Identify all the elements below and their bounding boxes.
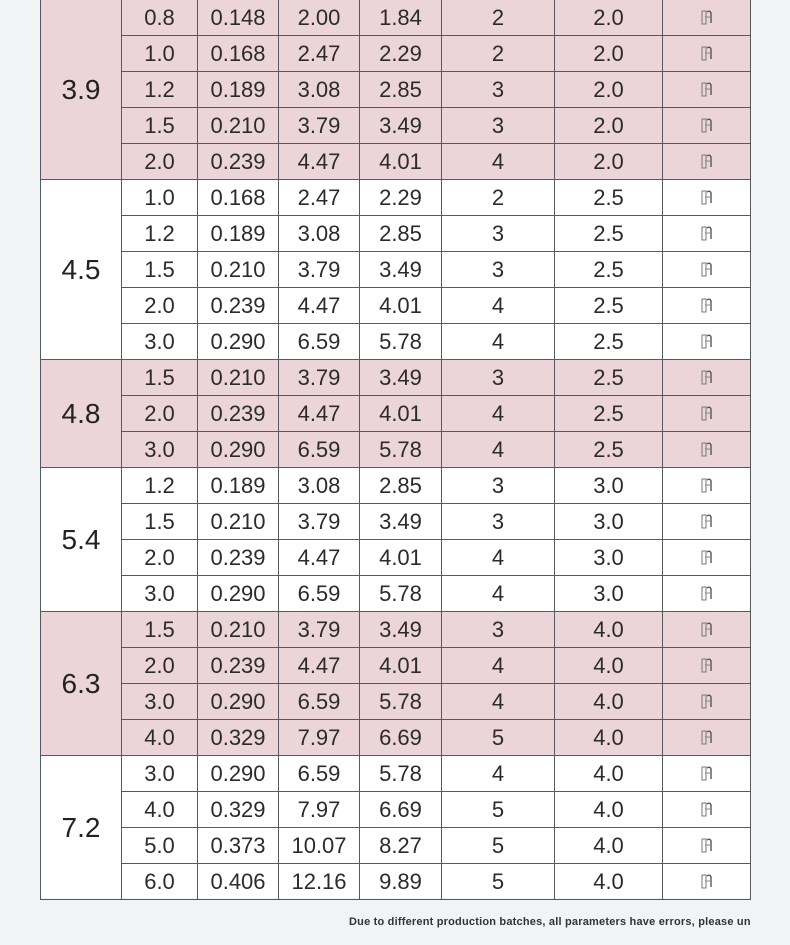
rivet-image-cell bbox=[663, 324, 751, 360]
table-row bbox=[41, 324, 751, 360]
rivet-image-cell bbox=[663, 180, 751, 216]
diameter-cell: 6.3 bbox=[41, 612, 122, 756]
value-cell: 1.84 bbox=[360, 0, 442, 36]
value-cell: 1.5 bbox=[122, 108, 198, 144]
value-cell: 3.0 bbox=[122, 324, 198, 360]
value-cell: 0.290 bbox=[198, 324, 279, 360]
value-cell: 6.59 bbox=[279, 684, 360, 720]
value-cell: 4 bbox=[442, 396, 555, 432]
value-cell: 5.78 bbox=[360, 756, 442, 792]
value-cell: 2.85 bbox=[360, 468, 442, 504]
rivet-glyph-icon bbox=[701, 333, 713, 349]
rivet-image-cell bbox=[663, 468, 751, 504]
rivet-image-cell bbox=[663, 216, 751, 252]
value-cell: 5 bbox=[442, 864, 555, 900]
value-cell: 6.69 bbox=[360, 720, 442, 756]
value-cell: 4.0 bbox=[555, 828, 663, 864]
value-cell: 0.239 bbox=[198, 396, 279, 432]
value-cell: 3.0 bbox=[555, 576, 663, 612]
value-cell: 3.79 bbox=[279, 360, 360, 396]
value-cell: 9.89 bbox=[360, 864, 442, 900]
value-cell: 2.0 bbox=[122, 288, 198, 324]
value-cell: 0.290 bbox=[198, 756, 279, 792]
table-row bbox=[41, 36, 751, 72]
rivet-glyph-icon bbox=[701, 189, 713, 205]
value-cell: 4.0 bbox=[555, 864, 663, 900]
value-cell: 0.189 bbox=[198, 468, 279, 504]
value-cell: 4.0 bbox=[122, 792, 198, 828]
rivet-glyph-icon bbox=[701, 549, 713, 565]
value-cell: 3.49 bbox=[360, 108, 442, 144]
value-cell: 0.329 bbox=[198, 720, 279, 756]
value-cell: 0.189 bbox=[198, 216, 279, 252]
rivet-image-cell bbox=[663, 360, 751, 396]
value-cell: 2.0 bbox=[122, 144, 198, 180]
value-cell: 4.47 bbox=[279, 648, 360, 684]
value-cell: 4.0 bbox=[555, 648, 663, 684]
rivet-glyph-icon bbox=[701, 621, 713, 637]
rivet-image-cell bbox=[663, 828, 751, 864]
rivet-glyph-icon bbox=[701, 873, 713, 889]
value-cell: 5.78 bbox=[360, 684, 442, 720]
value-cell: 10.07 bbox=[279, 828, 360, 864]
diameter-cell: 4.8 bbox=[41, 360, 122, 468]
value-cell: 1.2 bbox=[122, 468, 198, 504]
spec-table-body bbox=[41, 0, 751, 900]
value-cell: 2.5 bbox=[555, 180, 663, 216]
value-cell: 4.01 bbox=[360, 144, 442, 180]
value-cell: 2.0 bbox=[555, 108, 663, 144]
value-cell: 5.0 bbox=[122, 828, 198, 864]
rivet-image-cell bbox=[663, 108, 751, 144]
rivet-glyph-icon bbox=[701, 9, 713, 25]
rivet-glyph-icon bbox=[701, 837, 713, 853]
value-cell: 8.27 bbox=[360, 828, 442, 864]
value-cell: 6.69 bbox=[360, 792, 442, 828]
value-cell: 3.79 bbox=[279, 612, 360, 648]
value-cell: 3.0 bbox=[555, 540, 663, 576]
rivet-glyph-icon bbox=[701, 225, 713, 241]
rivet-image-cell bbox=[663, 792, 751, 828]
value-cell: 2.0 bbox=[555, 36, 663, 72]
value-cell: 4 bbox=[442, 756, 555, 792]
value-cell: 0.239 bbox=[198, 144, 279, 180]
table-row bbox=[41, 576, 751, 612]
value-cell: 2.0 bbox=[555, 144, 663, 180]
value-cell: 3.0 bbox=[122, 432, 198, 468]
value-cell: 0.210 bbox=[198, 252, 279, 288]
rivet-image-cell bbox=[663, 0, 751, 36]
value-cell: 4 bbox=[442, 432, 555, 468]
rivet-image-cell bbox=[663, 36, 751, 72]
value-cell: 0.168 bbox=[198, 36, 279, 72]
value-cell: 4 bbox=[442, 648, 555, 684]
value-cell: 0.329 bbox=[198, 792, 279, 828]
value-cell: 3.49 bbox=[360, 360, 442, 396]
value-cell: 4.0 bbox=[122, 720, 198, 756]
rivet-image-cell bbox=[663, 612, 751, 648]
value-cell: 3.79 bbox=[279, 108, 360, 144]
value-cell: 3 bbox=[442, 504, 555, 540]
value-cell: 3 bbox=[442, 108, 555, 144]
rivet-glyph-icon bbox=[701, 657, 713, 673]
rivet-glyph-icon bbox=[701, 441, 713, 457]
diameter-cell: 7.2 bbox=[41, 756, 122, 900]
rivet-glyph-icon bbox=[701, 513, 713, 529]
value-cell: 1.2 bbox=[122, 72, 198, 108]
value-cell: 6.59 bbox=[279, 432, 360, 468]
rivet-image-cell bbox=[663, 288, 751, 324]
value-cell: 1.0 bbox=[122, 180, 198, 216]
diameter-cell: 5.4 bbox=[41, 468, 122, 612]
value-cell: 6.59 bbox=[279, 576, 360, 612]
value-cell: 4.47 bbox=[279, 288, 360, 324]
value-cell: 5.78 bbox=[360, 576, 442, 612]
table-row bbox=[41, 792, 751, 828]
value-cell: 2.5 bbox=[555, 324, 663, 360]
value-cell: 4.0 bbox=[555, 792, 663, 828]
value-cell: 3.0 bbox=[122, 576, 198, 612]
table-row bbox=[41, 0, 751, 36]
value-cell: 3.08 bbox=[279, 216, 360, 252]
rivet-image-cell bbox=[663, 432, 751, 468]
value-cell: 0.373 bbox=[198, 828, 279, 864]
value-cell: 3 bbox=[442, 612, 555, 648]
value-cell: 4 bbox=[442, 324, 555, 360]
table-row bbox=[41, 828, 751, 864]
value-cell: 3.08 bbox=[279, 468, 360, 504]
value-cell: 0.239 bbox=[198, 540, 279, 576]
value-cell: 3 bbox=[442, 360, 555, 396]
value-cell: 0.290 bbox=[198, 684, 279, 720]
value-cell: 2.5 bbox=[555, 288, 663, 324]
value-cell: 1.5 bbox=[122, 612, 198, 648]
table-row bbox=[41, 612, 751, 648]
value-cell: 4.01 bbox=[360, 396, 442, 432]
rivet-glyph-icon bbox=[701, 297, 713, 313]
table-row bbox=[41, 144, 751, 180]
diameter-cell: 3.9 bbox=[41, 0, 122, 180]
table-row bbox=[41, 252, 751, 288]
value-cell: 0.148 bbox=[198, 0, 279, 36]
table-row bbox=[41, 432, 751, 468]
value-cell: 4 bbox=[442, 540, 555, 576]
value-cell: 0.210 bbox=[198, 108, 279, 144]
value-cell: 2 bbox=[442, 180, 555, 216]
value-cell: 3.49 bbox=[360, 612, 442, 648]
footnote-disclaimer: Due to different production batches, all parameters have errors, please un bbox=[349, 916, 751, 928]
value-cell: 5.78 bbox=[360, 324, 442, 360]
value-cell: 0.8 bbox=[122, 0, 198, 36]
rivet-image-cell bbox=[663, 576, 751, 612]
value-cell: 1.5 bbox=[122, 504, 198, 540]
rivet-image-cell bbox=[663, 504, 751, 540]
value-cell: 12.16 bbox=[279, 864, 360, 900]
rivet-glyph-icon bbox=[701, 585, 713, 601]
table-row bbox=[41, 540, 751, 576]
value-cell: 6.59 bbox=[279, 324, 360, 360]
value-cell: 3.49 bbox=[360, 252, 442, 288]
rivet-image-cell bbox=[663, 864, 751, 900]
value-cell: 0.210 bbox=[198, 612, 279, 648]
value-cell: 7.97 bbox=[279, 720, 360, 756]
table-row bbox=[41, 648, 751, 684]
table-row bbox=[41, 684, 751, 720]
value-cell: 3 bbox=[442, 468, 555, 504]
rivet-image-cell bbox=[663, 144, 751, 180]
value-cell: 3 bbox=[442, 216, 555, 252]
value-cell: 2.5 bbox=[555, 396, 663, 432]
rivet-glyph-icon bbox=[701, 369, 713, 385]
value-cell: 2.85 bbox=[360, 216, 442, 252]
rivet-glyph-icon bbox=[701, 729, 713, 745]
value-cell: 4 bbox=[442, 144, 555, 180]
value-cell: 3.79 bbox=[279, 252, 360, 288]
value-cell: 3.0 bbox=[122, 756, 198, 792]
table-row bbox=[41, 288, 751, 324]
value-cell: 2.5 bbox=[555, 216, 663, 252]
value-cell: 3.79 bbox=[279, 504, 360, 540]
rivet-image-cell bbox=[663, 252, 751, 288]
diameter-cell: 4.5 bbox=[41, 180, 122, 360]
table-row bbox=[41, 396, 751, 432]
value-cell: 5.78 bbox=[360, 432, 442, 468]
rivet-glyph-icon bbox=[701, 45, 713, 61]
value-cell: 4.01 bbox=[360, 648, 442, 684]
value-cell: 3.0 bbox=[555, 504, 663, 540]
table-row bbox=[41, 864, 751, 900]
value-cell: 2.0 bbox=[122, 540, 198, 576]
value-cell: 6.0 bbox=[122, 864, 198, 900]
value-cell: 4.47 bbox=[279, 144, 360, 180]
value-cell: 4.0 bbox=[555, 720, 663, 756]
rivet-glyph-icon bbox=[701, 477, 713, 493]
rivet-image-cell bbox=[663, 72, 751, 108]
value-cell: 4.01 bbox=[360, 288, 442, 324]
table-row bbox=[41, 216, 751, 252]
table-row bbox=[41, 360, 751, 396]
table-row bbox=[41, 108, 751, 144]
value-cell: 0.210 bbox=[198, 504, 279, 540]
value-cell: 2.00 bbox=[279, 0, 360, 36]
value-cell: 0.168 bbox=[198, 180, 279, 216]
value-cell: 2.0 bbox=[555, 0, 663, 36]
rivet-image-cell bbox=[663, 540, 751, 576]
value-cell: 1.5 bbox=[122, 360, 198, 396]
value-cell: 2 bbox=[442, 0, 555, 36]
table-row bbox=[41, 180, 751, 216]
rivet-image-cell bbox=[663, 648, 751, 684]
rivet-image-cell bbox=[663, 756, 751, 792]
value-cell: 4.01 bbox=[360, 540, 442, 576]
value-cell: 2.29 bbox=[360, 180, 442, 216]
rivet-glyph-icon bbox=[701, 153, 713, 169]
value-cell: 2 bbox=[442, 36, 555, 72]
value-cell: 3.0 bbox=[555, 468, 663, 504]
value-cell: 7.97 bbox=[279, 792, 360, 828]
rivet-glyph-icon bbox=[701, 765, 713, 781]
table-row bbox=[41, 720, 751, 756]
rivet-glyph-icon bbox=[701, 261, 713, 277]
rivet-image-cell bbox=[663, 720, 751, 756]
value-cell: 0.239 bbox=[198, 648, 279, 684]
value-cell: 2.0 bbox=[122, 648, 198, 684]
value-cell: 2.5 bbox=[555, 360, 663, 396]
value-cell: 0.210 bbox=[198, 360, 279, 396]
rivet-glyph-icon bbox=[701, 81, 713, 97]
rivet-spec-table bbox=[40, 0, 751, 900]
value-cell: 3.49 bbox=[360, 504, 442, 540]
rivet-glyph-icon bbox=[701, 405, 713, 421]
rivet-glyph-icon bbox=[701, 801, 713, 817]
value-cell: 4 bbox=[442, 684, 555, 720]
value-cell: 2.0 bbox=[555, 72, 663, 108]
value-cell: 4 bbox=[442, 576, 555, 612]
value-cell: 3 bbox=[442, 252, 555, 288]
value-cell: 5 bbox=[442, 720, 555, 756]
value-cell: 4 bbox=[442, 288, 555, 324]
rivet-glyph-icon bbox=[701, 117, 713, 133]
value-cell: 2.47 bbox=[279, 180, 360, 216]
value-cell: 3.0 bbox=[122, 684, 198, 720]
rivet-image-cell bbox=[663, 396, 751, 432]
value-cell: 4.0 bbox=[555, 684, 663, 720]
value-cell: 2.5 bbox=[555, 432, 663, 468]
value-cell: 2.29 bbox=[360, 36, 442, 72]
value-cell: 1.5 bbox=[122, 252, 198, 288]
value-cell: 6.59 bbox=[279, 756, 360, 792]
value-cell: 0.290 bbox=[198, 576, 279, 612]
value-cell: 3 bbox=[442, 72, 555, 108]
table-row bbox=[41, 504, 751, 540]
value-cell: 4.47 bbox=[279, 396, 360, 432]
rivet-glyph-icon bbox=[701, 693, 713, 709]
value-cell: 0.406 bbox=[198, 864, 279, 900]
value-cell: 2.85 bbox=[360, 72, 442, 108]
value-cell: 0.239 bbox=[198, 288, 279, 324]
value-cell: 5 bbox=[442, 792, 555, 828]
value-cell: 4.0 bbox=[555, 612, 663, 648]
table-row bbox=[41, 72, 751, 108]
value-cell: 2.0 bbox=[122, 396, 198, 432]
table-row bbox=[41, 756, 751, 792]
value-cell: 0.290 bbox=[198, 432, 279, 468]
value-cell: 3.08 bbox=[279, 72, 360, 108]
table-row bbox=[41, 468, 751, 504]
value-cell: 5 bbox=[442, 828, 555, 864]
value-cell: 0.189 bbox=[198, 72, 279, 108]
rivet-image-cell bbox=[663, 684, 751, 720]
value-cell: 2.47 bbox=[279, 36, 360, 72]
value-cell: 4.47 bbox=[279, 540, 360, 576]
value-cell: 1.0 bbox=[122, 36, 198, 72]
value-cell: 1.2 bbox=[122, 216, 198, 252]
value-cell: 2.5 bbox=[555, 252, 663, 288]
value-cell: 4.0 bbox=[555, 756, 663, 792]
